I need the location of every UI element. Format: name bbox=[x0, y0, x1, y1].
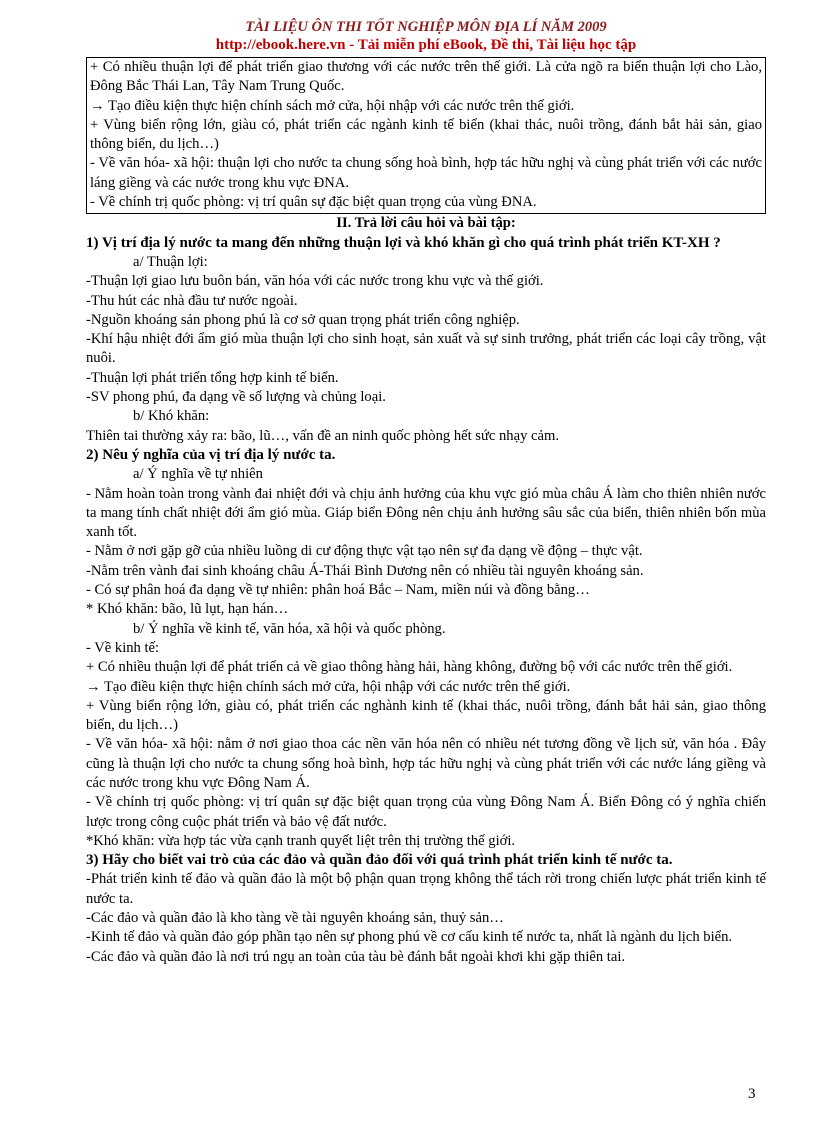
q2-economy-item: → Tạo điều kiện thực hiện chính sách mở cửa, hội nhập với các nước trên thế giới. bbox=[86, 678, 571, 695]
main-content bbox=[86, 214, 766, 967]
q2-nature-item: * Khó khăn: bão, lũ lụt, hạn hán… bbox=[86, 601, 289, 618]
q1-advantages-heading: a/ Thuận lợi: bbox=[133, 253, 208, 270]
q2-economy-item: + Có nhiều thuận lợi để phát triển cả về giao thông hàng hải, hàng không, đường bộ với các nước trên thế giới. bbox=[86, 659, 733, 676]
box-line: + Vùng biển rộng lớn, giàu có, phát triển các ngành kinh tế biển (khai thác, nuôi trồng, đánh bắt hải sản, giao thông biển, du lịch…) bbox=[90, 116, 762, 153]
box-line: → Tạo điều kiện thực hiện chính sách mở cửa, hội nhập với các nước trên thế giới. bbox=[90, 97, 575, 114]
question-2-title: 2) Nêu ý nghĩa của vị trí địa lý nước ta. bbox=[86, 446, 336, 463]
question-1-title: 1) Vị trí địa lý nước ta mang đến những thuận lợi và khó khăn gì cho quá trình phát triển KT-XH ? bbox=[86, 234, 721, 251]
section-title: II. Trả lời câu hỏi và bài tập: bbox=[336, 215, 516, 232]
q2-nature-item: - Nằm hoàn toàn trong vành đai nhiệt đới và chịu ảnh hưởng của khu vực gió mùa châu Á làm cho thiên nhiên nước ta mang tính chất nhiệt đới ẩm gió mùa. Giáp biển Đông nên chịu ảnh hưởng sâu sắc của biển, thiên nhiên bốn mùa xanh tốt. bbox=[86, 485, 766, 541]
q2-economy-item: - Về chính trị quốc phòng: vị trí quân sự đặc biệt quan trọng của vùng Đông Nam Á. Biển Đông có ý nghĩa chiến lược trong công cuộc phát triển và bảo vệ đất nước. bbox=[86, 794, 766, 830]
page-number: 3 bbox=[748, 1086, 756, 1102]
q2-nature-heading: a/ Ý nghĩa về tự nhiên bbox=[133, 466, 263, 483]
q1-difficulties-heading: b/ Khó khăn: bbox=[133, 408, 210, 425]
q3-item: -Các đảo và quần đảo là nơi trú ngụ an toàn của tàu bè đánh bắt ngoài khơi khi gặp thiên tai. bbox=[86, 948, 626, 965]
q2-economy-item: *Khó khăn: vừa hợp tác vừa cạnh tranh quyết liệt trên thị trường thế giới. bbox=[86, 832, 516, 849]
q1-advantage-item: -Thuận lợi giao lưu buôn bán, văn hóa với các nước trong khu vực và thế giới. bbox=[86, 273, 544, 290]
q2-nature-item: -Nằm trên vành đai sinh khoáng châu Á-Thái Bình Dương nên có nhiều tài nguyên khoáng sản. bbox=[86, 562, 644, 579]
header-tagline: Tải miễn phí eBook, Đề thi, Tài liệu học tập bbox=[357, 37, 637, 53]
q1-advantage-item: -Nguồn khoáng sản phong phú là cơ sở quan trọng phát triển công nghiệp. bbox=[86, 311, 520, 328]
header-url-link[interactable]: http://ebook.here.vn bbox=[215, 37, 346, 53]
q3-item: -Kinh tế đảo và quần đảo góp phần tạo nên sự phong phú về cơ cấu kinh tế nước ta, nhất là ngành du lịch biển. bbox=[86, 929, 733, 946]
q2-economy-item: + Vùng biển rộng lớn, giàu có, phát triển các nghành kinh tế (khai thác, nuôi trồng, đánh bắt hải sản, giao thông biển, du lịch…) bbox=[86, 697, 766, 734]
question-3-title: 3) Hãy cho biết vai trò của các đảo và quần đảo đối với quá trình phát triển kinh tế nước ta. bbox=[86, 852, 673, 869]
box-line: - Về chính trị quốc phòng: vị trí quân sự đặc biệt quan trọng của vùng ĐNA. bbox=[90, 194, 537, 211]
box-line: - Về văn hóa- xã hội: thuận lợi cho nước ta chung sống hoà bình, hợp tác hữu nghị và cùng phát triển với các nước láng giềng và các nước trong khu vực ĐNA. bbox=[90, 155, 762, 191]
q2-nature-item: - Có sự phân hoá đa dạng về tự nhiên: phân hoá Bắc – Nam, miền núi và đồng bằng… bbox=[86, 582, 590, 599]
summary-box bbox=[86, 57, 766, 214]
q1-advantage-item: -Khí hậu nhiệt đới ẩm gió mùa thuận lợi cho sinh hoạt, sản xuất và sự sinh trưởng, phát triển các loại cây trồng, vật nuôi. bbox=[86, 331, 766, 367]
q2-economy-item: - Về kinh tế: bbox=[86, 639, 160, 656]
header-title: TÀI LIỆU ÔN THI TỐT NGHIỆP MÔN ĐỊA LÍ NĂM 2009 bbox=[245, 19, 607, 35]
q1-advantage-item: -SV phong phú, đa dạng về số lượng và chủng loại. bbox=[86, 389, 386, 406]
q1-advantage-item: -Thu hút các nhà đầu tư nước ngoài. bbox=[86, 292, 298, 309]
header-separator: - bbox=[345, 37, 358, 53]
q3-item: -Các đảo và quần đảo là kho tàng về tài nguyên khoáng sản, thuỷ sản… bbox=[86, 910, 504, 927]
q2-economy-item: - Về văn hóa- xã hội: nằm ở nơi giao thoa các nền văn hóa nên có nhiều nét tương đồng về lịch sử, văn hóa . Đây cũng là thuận lợi cho nước ta chung sống hoà bình, hợp tác hữu nghị và cùng phát triển với các nước láng giềng và các nước trong khu vực Đông Nam Á. bbox=[86, 736, 766, 791]
q3-item: -Phát triển kinh tế đảo và quần đảo là một bộ phận quan trọng không thể tách rời trong chiến lược phát triển kinh tế nước ta. bbox=[86, 871, 766, 907]
q2-nature-item: - Nằm ở nơi gặp gỡ của nhiều luồng di cư động thực vật tạo nên sự đa dạng về động – thực vật. bbox=[86, 543, 643, 560]
q2-economy-heading: b/ Ý nghĩa về kinh tế, văn hóa, xã hội và quốc phòng. bbox=[133, 620, 446, 637]
q1-difficulties-text: Thiên tai thường xảy ra: bão, lũ…, vấn đề an ninh quốc phòng hết sức nhạy cảm. bbox=[86, 427, 559, 444]
box-line: + Có nhiều thuận lợi để phát triển giao thương với các nước trên thế giới. Là cửa ngõ ra biển thuận lợi cho Lào, Đông Bắc Thái Lan, Tây Nam Trung Quốc. bbox=[90, 59, 762, 95]
q1-advantage-item: -Thuận lợi phát triển tổng hợp kinh tế biển. bbox=[86, 369, 339, 386]
header-subtitle bbox=[86, 36, 766, 55]
document-page bbox=[86, 0, 766, 967]
